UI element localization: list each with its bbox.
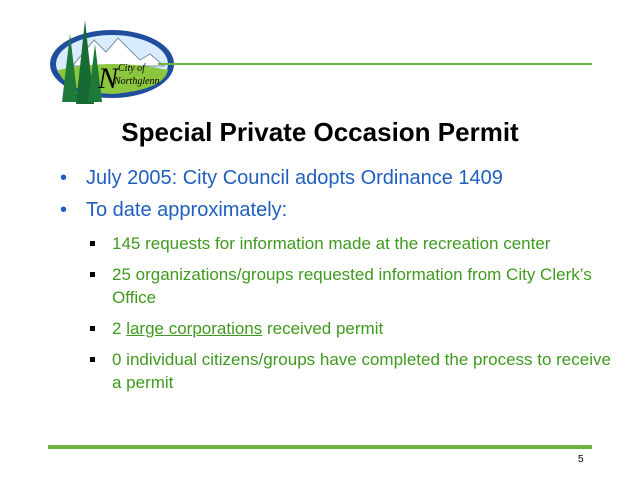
slide-title: Special Private Occasion Permit [121,117,519,147]
bullet-list [58,166,618,402]
bullet-text: To date approximately: [86,199,288,221]
square-bullet-icon [90,241,95,246]
sub-bullet-item [86,263,612,309]
logo-line1: City of [118,63,145,74]
bullet-dot-icon: • [60,199,68,221]
sub-bullet-text: 0 individual citizens/groups have completed the process to receive a permit [112,350,611,392]
page-number: 5 [578,454,584,465]
large-corporations-link[interactable]: large corporations [126,319,263,338]
logo-initial: N [98,62,119,95]
square-bullet-icon [90,326,95,331]
bullet-dot-icon: • [60,167,68,189]
sub-bullet-item [86,317,612,340]
bullet-text: July 2005: City Council adopts Ordinance 1409 [86,167,503,189]
city-of-northglenn-logo [44,14,176,110]
sub-bullet-item [86,232,612,255]
square-bullet-icon [90,357,95,362]
sub-bullet-list [86,232,618,394]
logo-line2: Northglenn [114,76,160,87]
bullet-item [58,198,618,222]
bullet-item [58,166,618,190]
sub-bullet-text: 145 requests for information made at the recreation center [112,234,551,253]
footer-divider [48,445,592,449]
sub-bullet-suffix: received permit [262,319,384,338]
header-divider [158,63,592,65]
sub-bullet-prefix: 2 [112,319,127,338]
sub-bullet-item [86,348,612,394]
sub-bullet-text: 25 organizations/groups requested information from City Clerk’s Office [112,265,592,307]
square-bullet-icon [90,272,95,277]
